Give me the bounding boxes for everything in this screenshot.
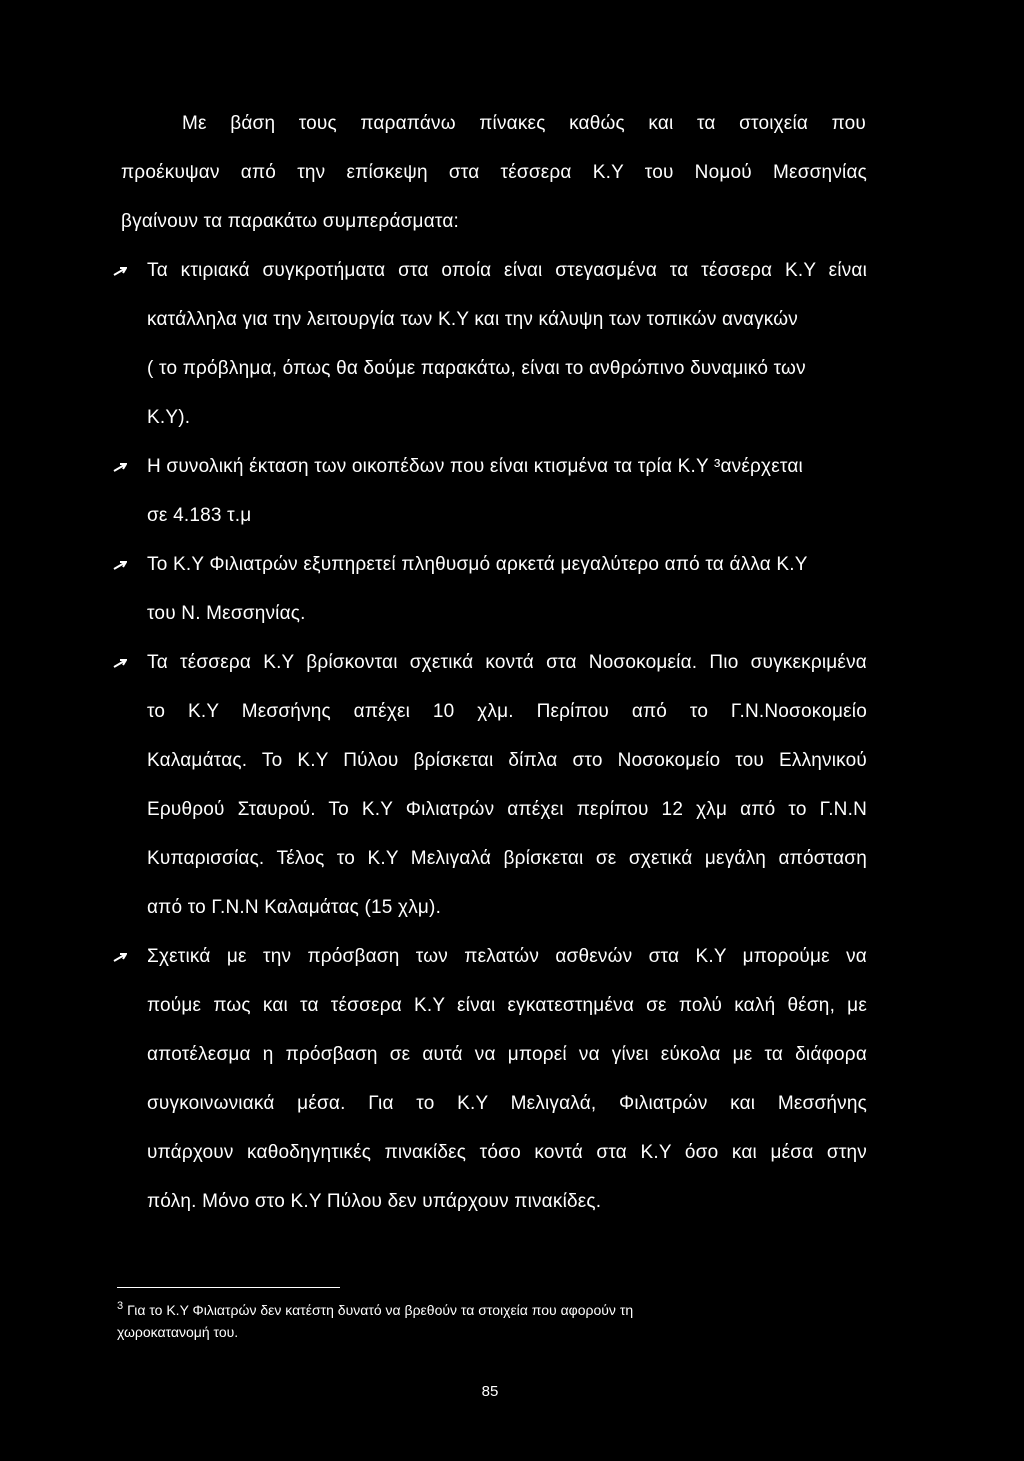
bullet-1-line-2: κατάλληλα για την λειτουργία των Κ.Υ και την κάλυψη των τοπικών αναγκών: [147, 309, 798, 330]
bullet-arrow-icon: [113, 658, 127, 668]
bullet-3-line-1: Το Κ.Υ Φιλιατρών εξυπηρετεί πληθυσμό αρκετά μεγαλύτερο από τα άλλα Κ.Υ: [147, 554, 808, 575]
bullet-4-line-1: Τα τέσσερα Κ.Υ βρίσκονται σχετικά κοντά στα Νοσοκομεία. Πιο συγκεκριμένα: [147, 652, 867, 673]
bullet-5-line-5: υπάρχουν καθοδηγητικές πινακίδες τόσο κοντά στα Κ.Υ όσο και μέσα στην: [147, 1142, 867, 1163]
bullet-2-line-1: Η συνολική έκταση των οικοπέδων που είναι κτισμένα τα τρία Κ.Υ ³ανέρχεται: [147, 456, 803, 477]
bullet-arrow-icon: [113, 462, 127, 472]
page-number: 85: [481, 1383, 499, 1400]
bullet-4-line-2: το Κ.Υ Μεσσήνης απέχει 10 χλμ. Περίπου από το Γ.Ν.Νοσοκομείο: [147, 701, 867, 722]
intro-line-2: προέκυψαν από την επίσκεψη στα τέσσερα Κ.Υ του Νομού Μεσσηνίας: [121, 162, 867, 183]
bullet-5-line-6: πόλη. Μόνο στο Κ.Υ Πύλου δεν υπάρχουν πινακίδες.: [147, 1191, 602, 1212]
bullet-4-line-3: Καλαμάτας. Το Κ.Υ Πύλου βρίσκεται δίπλα στο Νοσοκομείο του Ελληνικού: [147, 750, 867, 771]
bullet-5-line-1: Σχετικά με την πρόσβαση των πελατών ασθενών στα Κ.Υ μπορούμε να: [147, 946, 867, 967]
bullet-arrow-icon: [113, 266, 127, 276]
footnote-separator: [117, 1287, 340, 1288]
bullet-2-line-2: σε 4.183 τ.μ: [147, 505, 252, 526]
bullet-3-line-2: του Ν. Μεσσηνίας.: [147, 603, 306, 624]
bullet-arrow-icon: [113, 952, 127, 962]
footnote-line-1: [117, 1301, 633, 1319]
bullet-5-line-4: συγκοινωνιακά μέσα. Για το Κ.Υ Μελιγαλά, Φιλιατρών και Μεσσήνης: [147, 1093, 867, 1114]
bullet-1-line-3: ( το πρόβλημα, όπως θα δούμε παρακάτω, είναι το ανθρώπινο δυναμικό των: [147, 358, 806, 379]
bullet-4-line-4: Ερυθρού Σταυρού. Το Κ.Υ Φιλιατρών απέχει περίπου 12 χλμ από το Γ.Ν.Ν: [147, 799, 867, 820]
bullet-5-line-2: πούμε πως και τα τέσσερα Κ.Υ είναι εγκατεστημένα σε πολύ καλή θέση, με: [147, 995, 867, 1016]
bullet-1-line-1: Τα κτιριακά συγκροτήματα στα οποία είναι στεγασμένα τα τέσσερα Κ.Υ είναι: [147, 260, 867, 281]
footnote-line-2: χωροκατανομή του.: [117, 1324, 239, 1340]
intro-line-1: Με βάση τους παραπάνω πίνακες καθώς και τα στοιχεία που: [182, 113, 866, 134]
bullet-1-line-4: Κ.Υ).: [147, 407, 191, 428]
bullet-arrow-icon: [113, 560, 127, 570]
bullet-5-line-3: αποτέλεσμα η πρόσβαση σε αυτά να μπορεί να γίνει εύκολα με τα διάφορα: [147, 1044, 867, 1065]
bullet-4-line-5: Κυπαρισσίας. Τέλος το Κ.Υ Μελιγαλά βρίσκεται σε σχετικά μεγάλη απόσταση: [147, 848, 867, 869]
footnote-marker: 3: [117, 1300, 124, 1313]
intro-line-3: βγαίνουν τα παρακάτω συμπεράσματα:: [121, 211, 459, 232]
bullet-4-line-6: από το Γ.Ν.Ν Καλαμάτας (15 χλμ).: [147, 897, 442, 918]
footnote-text-1: Για το Κ.Υ Φιλιατρών δεν κατέστη δυνατό να βρεθούν τα στοιχεία που αφορούν τη: [127, 1302, 634, 1318]
